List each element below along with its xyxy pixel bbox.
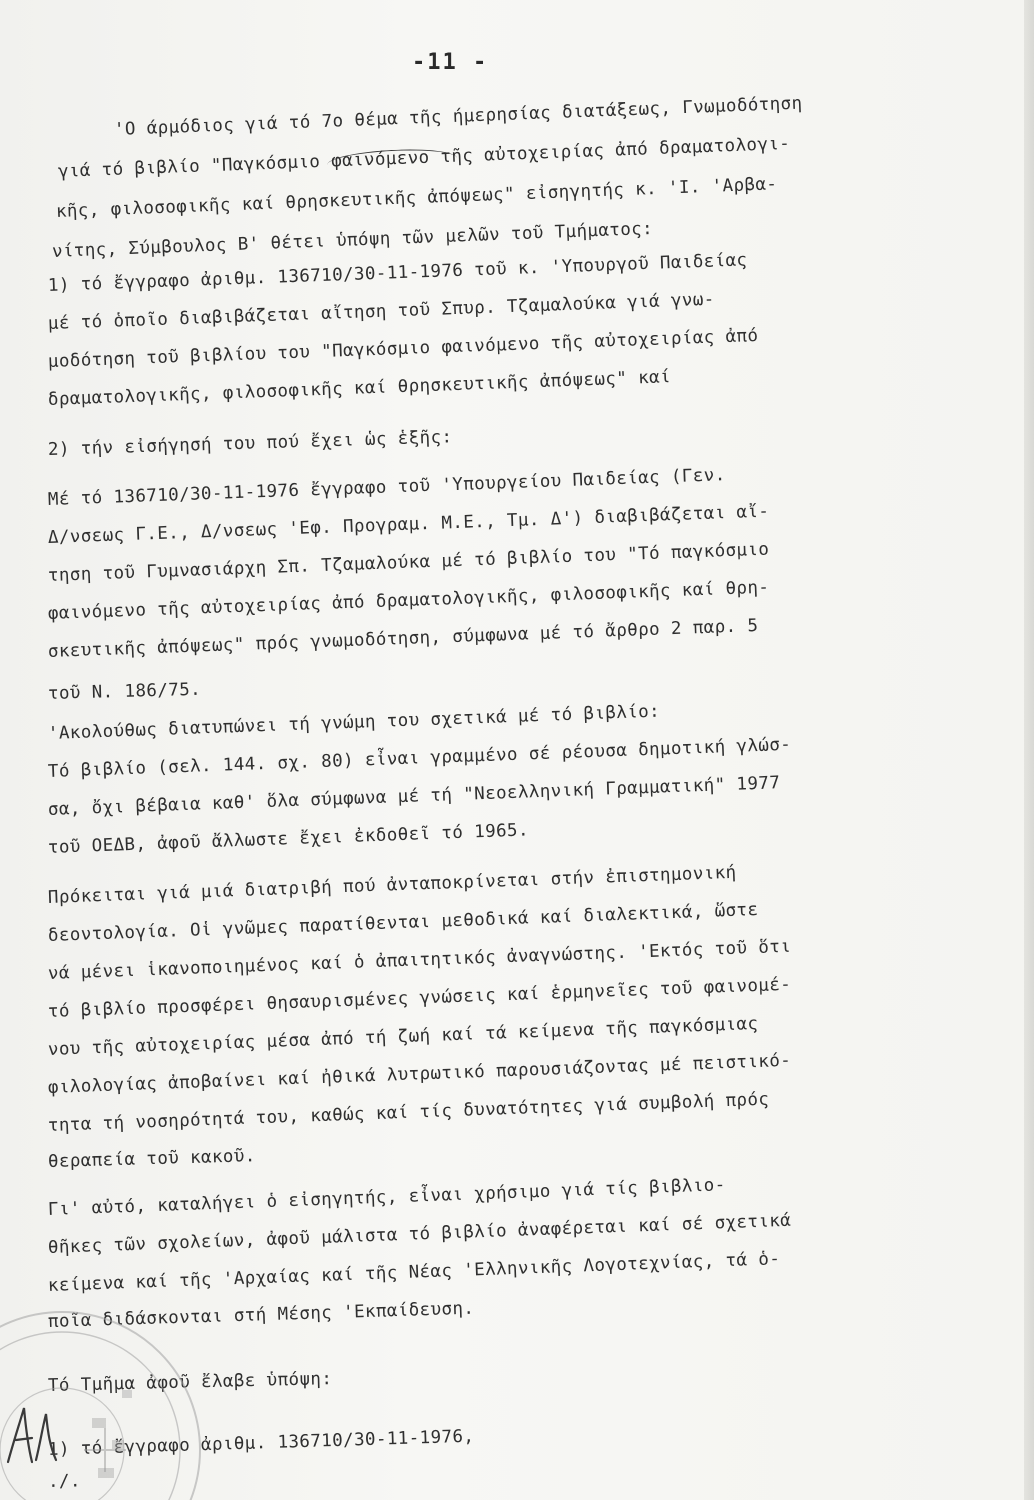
page-edge-shadow (1024, 0, 1034, 1500)
text-line-12: τηση τοῦ Γυμνασιάρχη Σπ. Τζαμαλούκα μέ τό βιβλίο του "Τό παγκόσμιο (47, 539, 770, 586)
text-line-10: Μέ τό 136710/30-11-1976 ἔγγραφο τοῦ 'Υπουργείου Παιδείας (Γεν. (47, 465, 726, 510)
text-line-17: Τό βιβλίο (σελ. 144. σχ. 80) εἶναι γραμμένο σέ ρέουσα δημοτική γλώσ- (47, 734, 792, 782)
text-line-16: 'Ακολούθως διατυπώνει τή γνώμη του σχετικά μέ τό βιβλίο: (47, 701, 661, 744)
text-line-23: τό βιβλίο προσφέρει θησαυρισμένες γνώσεις καί ἑρμηνεῖες τοῦ φαινομέ- (47, 974, 792, 1022)
text-line-14: σκευτικῆς ἀπόψεως" πρός γνωμοδότηση, σύμφωνα μέ τό ἄρθρο 2 παρ. 5 (47, 615, 759, 662)
text-line-21: δεοντολογία. Οἱ γνῶμες παρατίθενται μεθοδικά καί διαλεκτικά, ὥστε (47, 899, 759, 946)
text-line-13: φαινόμενο τῆς αὐτοχειρίας ἀπό δραματολογικῆς, φιλοσοφικῆς καί θρη- (47, 577, 770, 624)
handwritten-signature (2, 1400, 62, 1470)
text-line-9: 2) τήν εἰσήγησή του πού ἔχει ὡς ἑξῆς: (47, 427, 453, 460)
text-line-4: νίτης, Σύμβουλος Β' θέτει ὑπόψη τῶν μελῶν τοῦ Τμήματος: (51, 218, 654, 262)
text-line-8: δραματολογικῆς, φιλοσοφικῆς καί θρησκευτικῆς ἀπόψεως" καί (47, 367, 672, 410)
text-line-20: Πρόκειται γιά μιά διατριβή πού ἀνταποκρίνεται στήν ἐπιστημονική (47, 862, 737, 908)
text-line-11: Δ/νσεως Γ.Ε., Δ/νσεως 'Εφ. Προγραμ. Μ.Ε., Τμ. Δ') διαβιβάζεται αἴ- (47, 501, 770, 548)
text-line-30: κείμενα καί τῆς 'Αρχαίας καί τῆς Νέας 'Ελληνικῆς Λογοτεχνίας, τά ὁ- (47, 1249, 781, 1296)
text-line-5: 1) τό ἔγγραφο ἀριθμ. 136710/30-11-1976 τοῦ κ. 'Υπουργοῦ Παιδείας (47, 250, 748, 296)
text-line-29: θῆκες τῶν σχολείων, ἀφοῦ μάλιστα τό βιβλίο ἀναφέρεται καί σέ σχετικά (47, 1210, 792, 1258)
text-line-18: σα, ὄχι βέβαια καθ' ὅλα σύμφωνα μέ τή "Νεοελληνική Γραμματική" 1977 (47, 773, 781, 820)
text-line-22: νά μένει ἱκανοποιημένος καί ὁ ἀπαιτητικός ἀναγνώστης. 'Εκτός τοῦ ὅτι (47, 936, 792, 984)
text-line-2: γιά τό βιβλίο "Παγκόσμιο φαινόμενο τῆς αὐτοχειρίας ἀπό δραματολογι- (57, 133, 791, 182)
text-line-26: τητα τή νοσηρότητά του, καθώς καί τίς δυνατότητες γιά συμβολή πρός (47, 1089, 770, 1136)
text-line-7: μοδότηση τοῦ βιβλίου του "Παγκόσμιο φαινόμενο τῆς αὐτοχειρίας ἀπό (47, 325, 759, 372)
text-line-6: μέ τό ὁποῖο διαβιβάζεται αἴτηση τοῦ Σπυρ. Τζαμαλούκα γιά γνω- (47, 289, 716, 334)
text-line-19: τοῦ ΟΕΔΒ, ἀφοῦ ἄλλωστε ἔχει ἐκδοθεῖ τό 1965. (47, 820, 530, 858)
text-line-34: ./. (47, 1471, 81, 1492)
text-line-27: θεραπεία τοῦ κακοῦ. (47, 1146, 256, 1172)
text-line-15: τοῦ Ν. 186/75. (47, 679, 202, 704)
text-line-33: 1) τό ἔγγραφο ἀριθμ. 136710/30-11-1976, (47, 1426, 475, 1460)
text-line-25: φιλολογίας ἀποβαίνει καί ἠθικά λυτρωτικό παρουσιάζοντας μέ πειστικό- (47, 1050, 792, 1098)
text-line-31: ποῖα διδάσκονται στή Μέσης 'Εκπαίδευση. (47, 1298, 475, 1332)
text-line-1: 'Ο άρμόδιος γιά τό 7ο θέμα τῆς ήμερησίας διατάξεως, Γνωμοδότηση (113, 93, 803, 140)
page-number: -11 - (412, 50, 489, 75)
text-line-28: Γι' αὐτό, καταλήγει ὁ εἰσηγητής, εἶναι χρήσιμο γιά τίς βιβλιο- (47, 1175, 726, 1220)
text-line-3: κῆς, φιλοσοφικῆς καί θρησκευτικῆς ἀπόψεως" εἰσηγητής κ. 'Ι. 'Αρβα- (55, 174, 778, 222)
text-line-24: νου τῆς αὐτοχειρίας μέσα ἀπό τή ζωή καί τά κείμενα τῆς παγκόσμιας (47, 1013, 759, 1060)
text-line-32: Τό Τμῆμα ἀφοῦ ἔλαβε ὑπόψη: (47, 1369, 333, 1396)
